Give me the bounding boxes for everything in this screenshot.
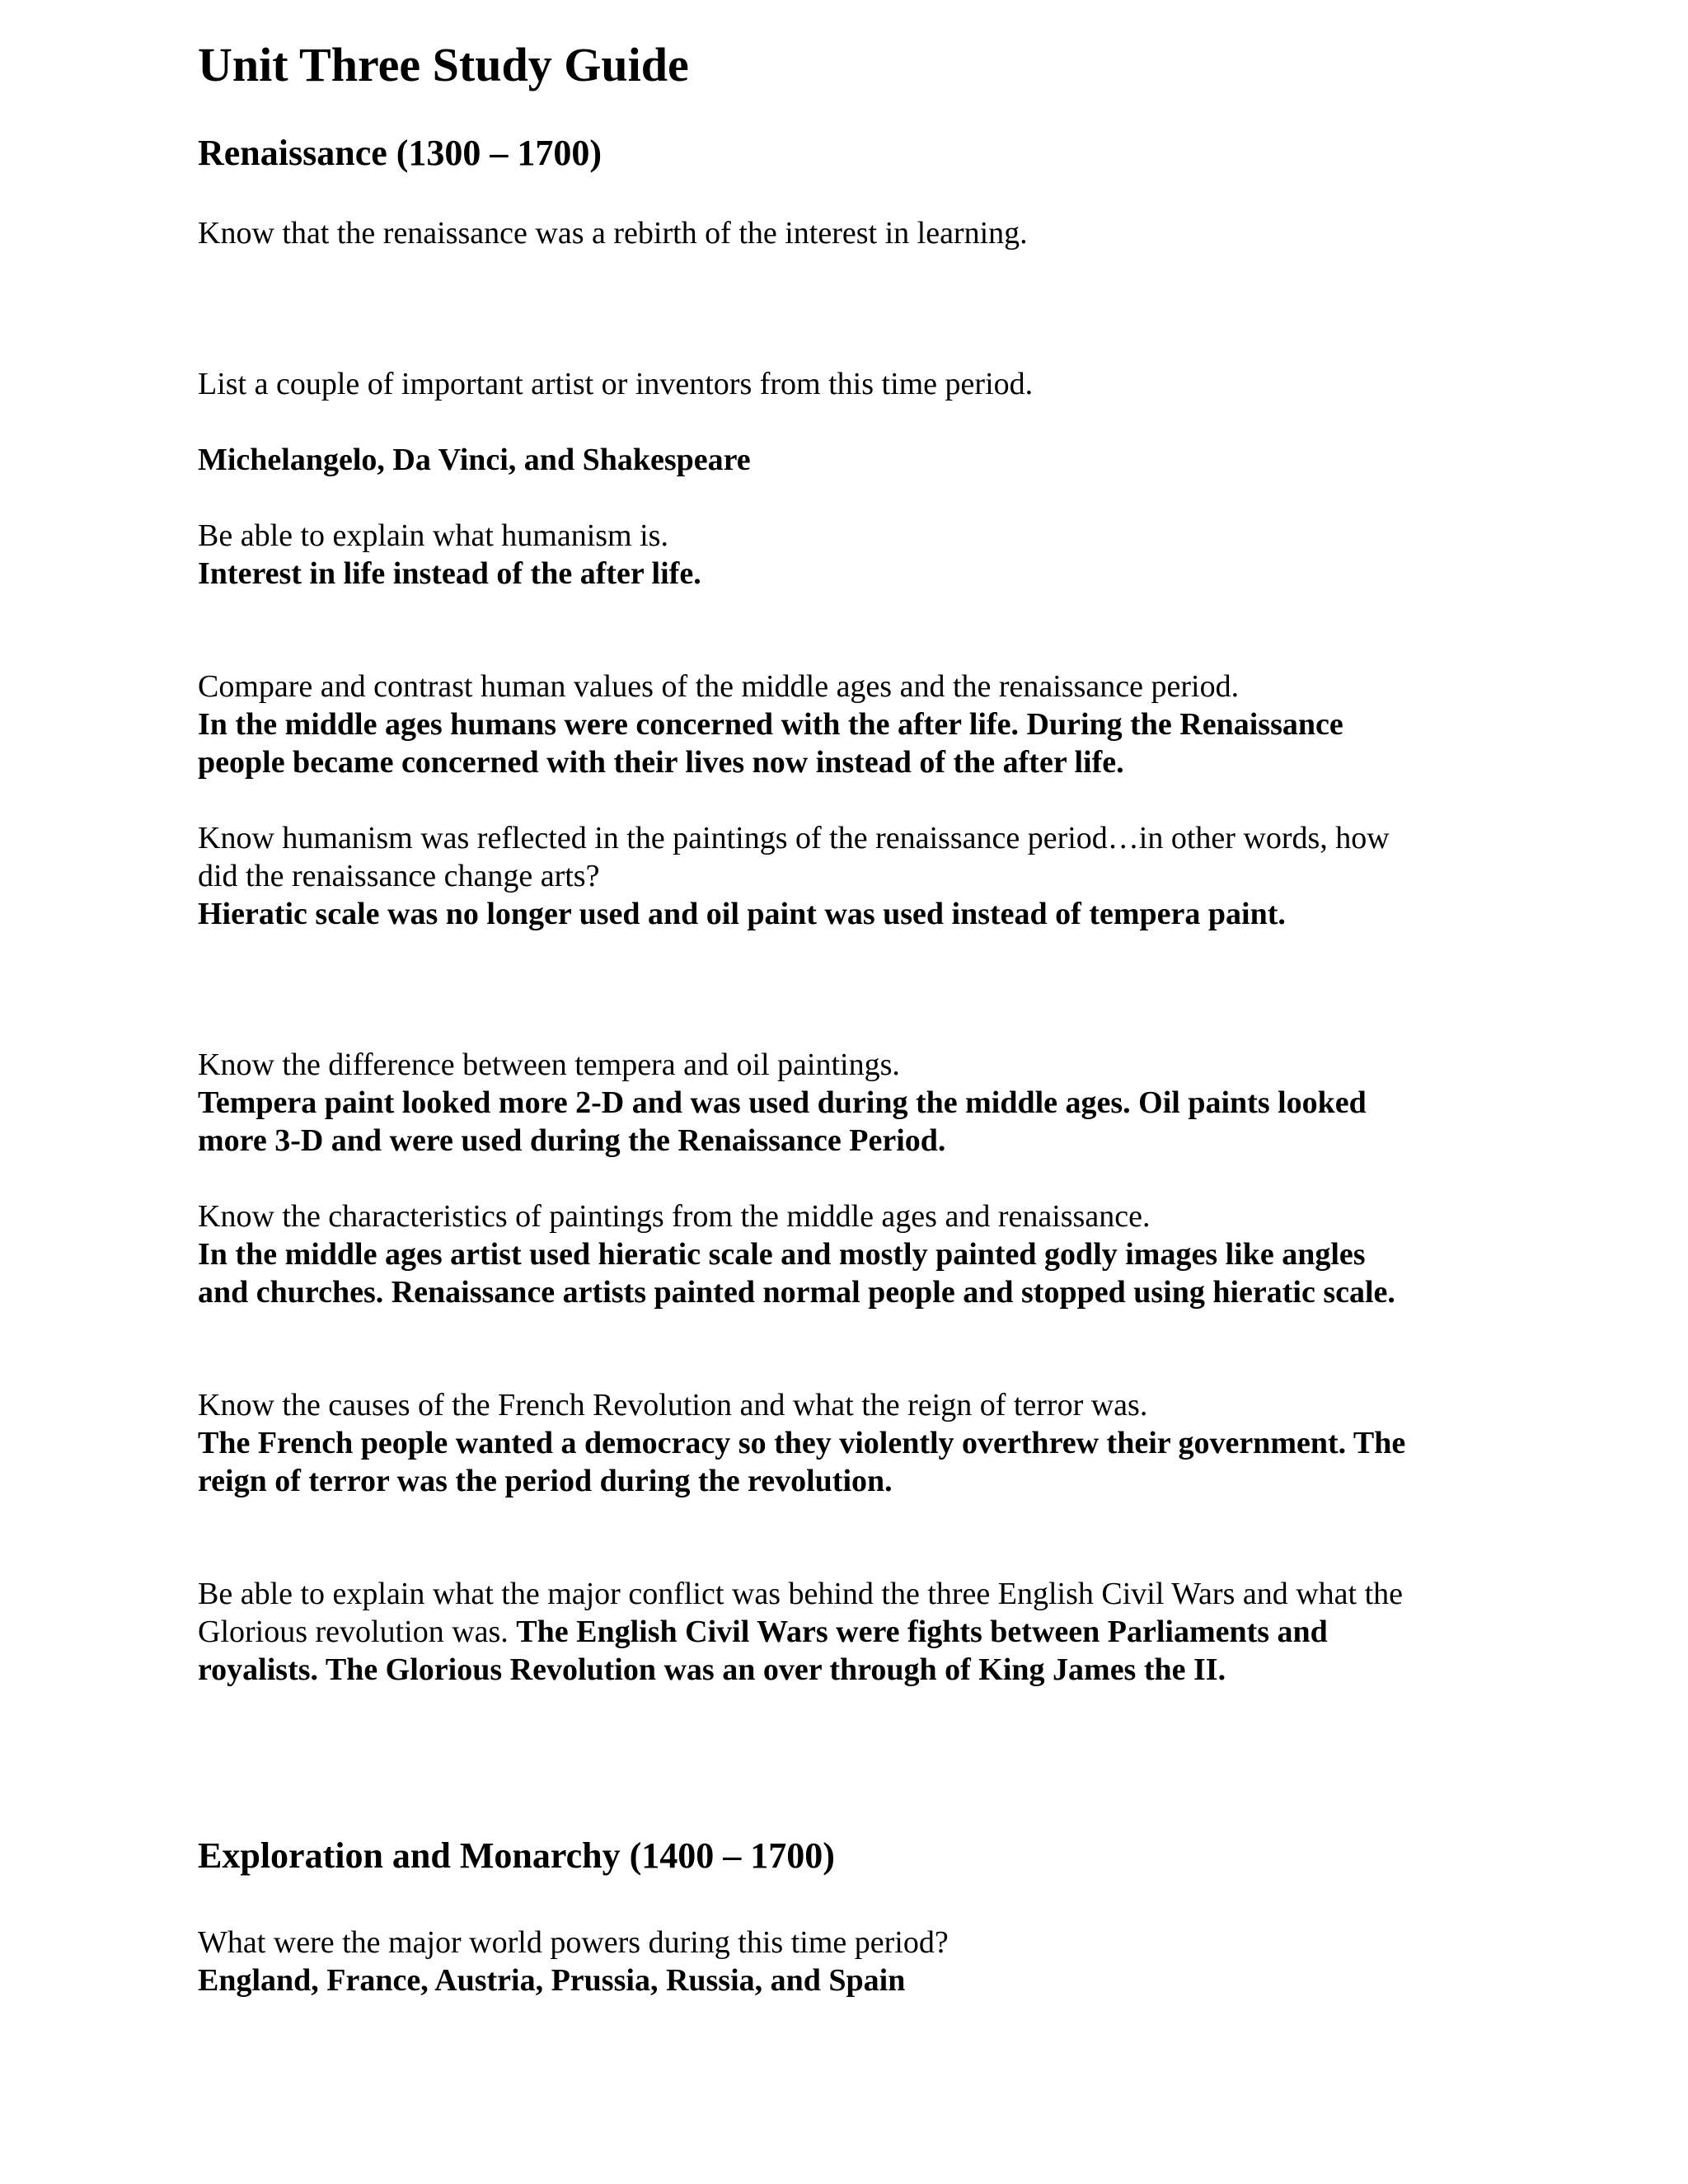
answer-french-revolution-line1: The French people wanted a democracy so they violently overthrew their government. The (198, 1426, 1406, 1460)
answer-english-civil-wars-inline: The English Civil Wars were fights between Parliaments and (516, 1615, 1328, 1649)
question-humanism-arts-line2: did the renaissance change arts? (198, 859, 600, 893)
answer-human-values-line2: people became concerned with their lives now instead of the after life. (198, 745, 1124, 780)
answer-human-values-line1: In the middle ages humans were concerned with the after life. During the Renaissance (198, 707, 1343, 742)
answer-world-powers: England, France, Austria, Prussia, Russia, and Spain (198, 1963, 906, 1998)
answer-tempera-oil-line1: Tempera paint looked more 2-D and was used during the middle ages. Oil paints looked (198, 1085, 1367, 1120)
answer-french-revolution-line2: reign of terror was the period during the revolution. (198, 1464, 893, 1498)
section-heading-exploration: Exploration and Monarchy (1400 – 1700) (198, 1835, 835, 1876)
answer-painting-characteristics-line2: and churches. Renaissance artists painted normal people and stopped using hieratic scale. (198, 1275, 1395, 1310)
question-humanism: Be able to explain what humanism is. (198, 518, 668, 553)
question-french-revolution: Know the causes of the French Revolution and what the reign of terror was. (198, 1388, 1148, 1422)
question-artists: List a couple of important artist or inventors from this time period. (198, 367, 1034, 401)
question-world-powers: What were the major world powers during this time period? (198, 1925, 949, 1960)
answer-tempera-oil-line2: more 3-D and were used during the Renaissance Period. (198, 1123, 946, 1158)
question-tempera-oil: Know the difference between tempera and oil paintings. (198, 1047, 900, 1082)
answer-painting-characteristics-line1: In the middle ages artist used hieratic scale and mostly painted godly images like angles (198, 1237, 1366, 1272)
answer-humanism: Interest in life instead of the after life. (198, 556, 701, 591)
page-title: Unit Three Study Guide (198, 38, 689, 91)
answer-humanism-arts: Hieratic scale was no longer used and oil paint was used instead of tempera paint. (198, 897, 1286, 931)
section-heading-renaissance: Renaissance (1300 – 1700) (198, 133, 603, 173)
question-painting-characteristics: Know the characteristics of paintings from the middle ages and renaissance. (198, 1199, 1151, 1234)
question-english-civil-wars-line1: Be able to explain what the major conflict was behind the three English Civil Wars and what the (198, 1577, 1404, 1611)
question-english-civil-wars-plain: Glorious revolution was. (198, 1615, 517, 1649)
question-english-civil-wars-line2 (198, 1613, 1328, 1651)
question-rebirth: Know that the renaissance was a rebirth of the interest in learning. (198, 216, 1028, 251)
question-humanism-arts-line1: Know humanism was reflected in the paintings of the renaissance period…in other words, how (198, 821, 1390, 855)
question-human-values: Compare and contrast human values of the middle ages and the renaissance period. (198, 669, 1240, 704)
answer-artists: Michelangelo, Da Vinci, and Shakespeare (198, 443, 751, 477)
answer-english-civil-wars-line2: royalists. The Glorious Revolution was an over through of King James the II. (198, 1652, 1226, 1687)
